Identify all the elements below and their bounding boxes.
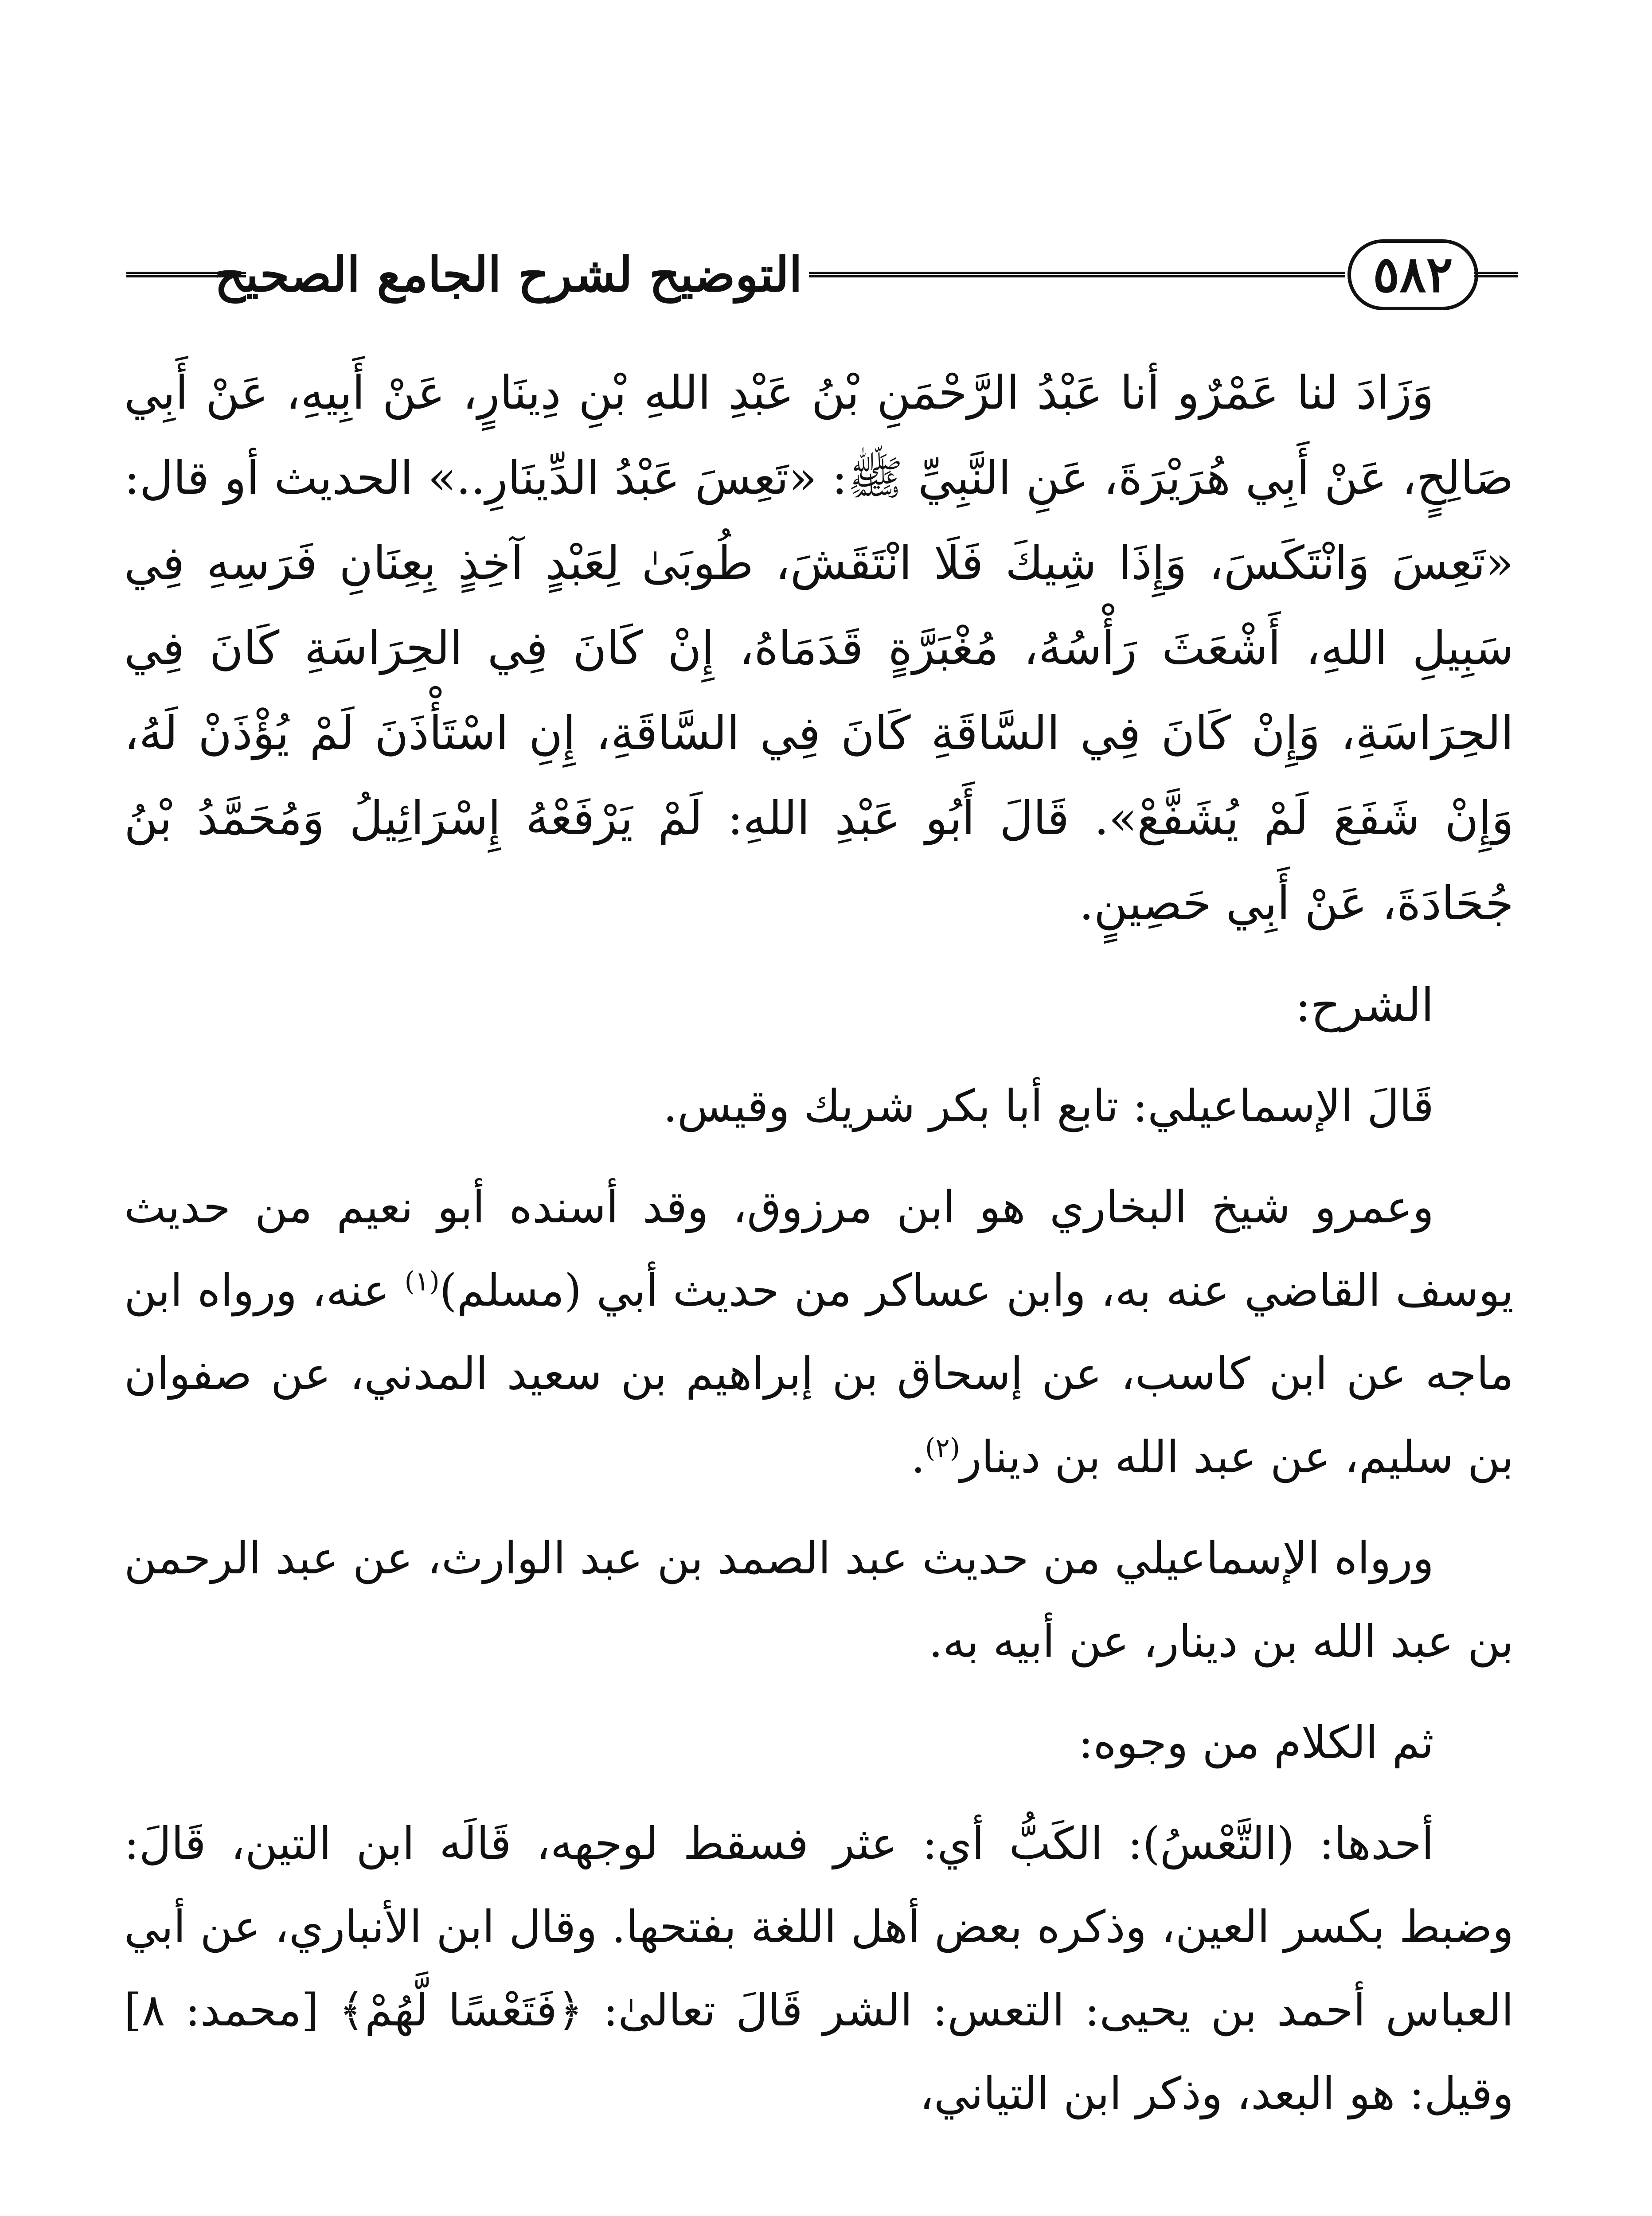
header-rule-middle xyxy=(809,272,1345,277)
body-text: . xyxy=(911,1431,925,1483)
header-rule-right xyxy=(1474,272,1518,277)
body-paragraph: أحدها: (التَّعْسُ): الكَبُّ أي: عثر فسقط لوجهه، قَالَه ابن التين، قَالَ: وضبط بكسر العين، وذكره بعض أهل اللغة بفتحها. وقال ابن الأنباري، عن أبي العباس أحمد بن يحيى: التعس: الشر قَالَ تعالىٰ: ﴿فَتَعْسًا لَّهُمْ﴾ [محمد: ٨] وقيل: هو البعد، وذكر ابن التياني، xyxy=(124,1818,1514,2119)
running-header xyxy=(126,230,1518,319)
hadith-paragraph: وَزَادَ لنا عَمْرٌو أنا عَبْدُ الرَّحْمَنِ بْنُ عَبْدِ اللهِ بْنِ دِينَارٍ، عَنْ أَبِيهِ، عَنْ أَبِي صَالِحٍ، عَنْ أَبِي هُرَيْرَةَ، عَنِ النَّبِيِّ ﷺ: «تَعِسَ عَبْدُ الدِّينَارِ..» الحديث أو قال: «تَعِسَ وَانْتَكَسَ، وَإِذَا شِيكَ فَلَا انْتَقَشَ، طُوبَىٰ لِعَبْدٍ آخِذٍ بِعِنَانِ فَرَسِهِ فِي سَبِيلِ اللهِ، أَشْعَثَ رَأْسُهُ، مُغْبَرَّةٍ قَدَمَاهُ، إِنْ كَانَ فِي الحِرَاسَةِ كَانَ فِي الحِرَاسَةِ، وَإِنْ كَانَ فِي السَّاقَةِ كَانَ فِي السَّاقَةِ، إِنِ اسْتَأْذَنَ لَمْ يُؤْذَنْ لَهُ، وَإِنْ شَفَعَ لَمْ يُشَفَّعْ». قَالَ أَبُو عَبْدِ اللهِ: لَمْ يَرْفَعْهُ إِسْرَائِيلُ وَمُحَمَّدُ بْنُ جُحَادَةَ، عَنْ أَبِي حَصِينٍ. xyxy=(124,366,1514,930)
body-paragraph xyxy=(124,1166,1514,1499)
section-heading-sharh: الشرح: xyxy=(1295,978,1434,1032)
body-text: وعمرو شيخ البخاري هو ابن مرزوق، وقد أسنده أبو نعيم من حديث يوسف القاضي عنه به، وابن عساكر من حديث أبي (مسلم) xyxy=(124,1181,1514,1316)
running-title: التوضيح لشرح الجامع الصحيح xyxy=(214,247,802,303)
body-paragraph: قَالَ الإسماعيلي: تابع أبا بكر شريك وقيس. xyxy=(663,1080,1434,1132)
footnote-reference: (٢) xyxy=(925,1432,961,1464)
page-number: ٥٨٢ xyxy=(1373,246,1453,304)
body-paragraph: ورواه الإسماعيلي من حديث عبد الصمد بن عبد الوارث، عن عبد الرحمن بن عبد الله بن دينار، عن أبيه به. xyxy=(124,1532,1514,1667)
main-text xyxy=(124,350,1514,2158)
body-text: عنه، ورواه ابن ماجه عن ابن كاسب، عن إسحاق بن إبراهيم بن سعيد المدني، عن صفوان بن سليم، عن عبد الله بن دينار xyxy=(124,1264,1514,1483)
body-paragraph: ثم الكلام من وجوه: xyxy=(1078,1717,1434,1768)
footnote-reference: (١) xyxy=(404,1266,440,1297)
